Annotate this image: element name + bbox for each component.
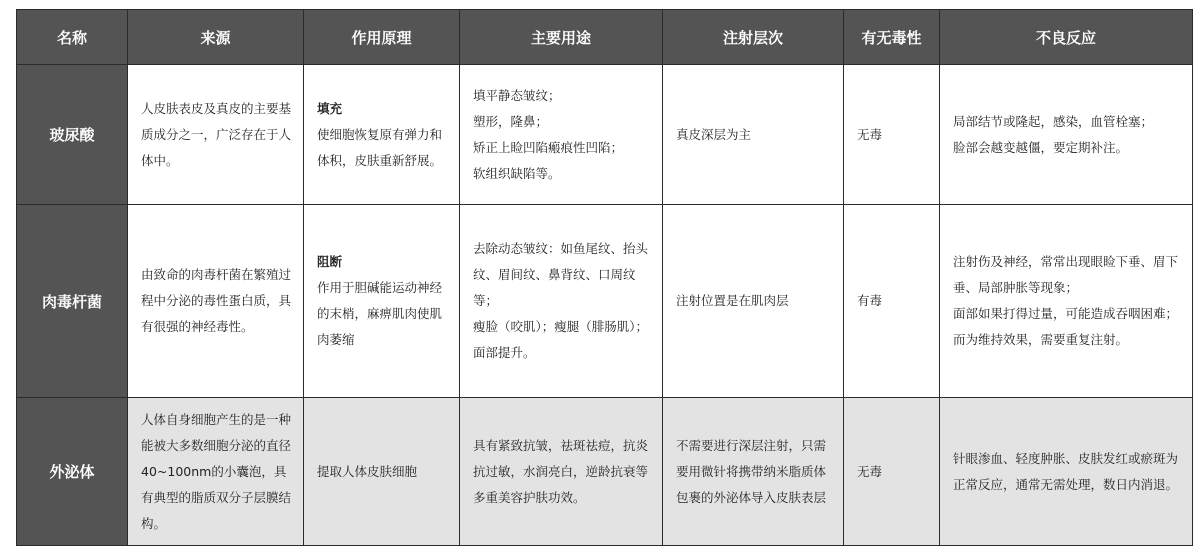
adverse-item: 脸部会越变越僵，要定期补注。 — [953, 139, 1129, 155]
use-item: 矫正上睑凹陷瘢痕性凹陷； — [473, 139, 624, 155]
uses-cell — [460, 398, 663, 546]
adverse-item: 注射伤及神经，常常出现眼睑下垂、眉下垂、局部肿胀等现象； — [953, 254, 1179, 295]
adverse-cell — [940, 398, 1193, 546]
mechanism-text: 作用于胆碱能运动神经的末梢，麻痹肌肉使肌肉萎缩 — [317, 280, 443, 347]
header-adverse: 不良反应 — [940, 10, 1193, 65]
source-cell: 人皮肤表皮及真皮的主要基质成分之一，广泛存在于人体中。 — [128, 65, 304, 205]
adverse-item: 而为维持效果，需要重复注射。 — [953, 332, 1129, 347]
table-row — [17, 398, 1193, 546]
use-item: 去除动态皱纹：如鱼尾纹、抬头纹、眉间纹、鼻背纹、口周纹等； — [473, 241, 649, 308]
header-row — [17, 10, 1193, 65]
use-item: 软组织缺陷等。 — [473, 165, 561, 181]
use-item: 具有紧致抗皱，祛斑祛痘，抗炎抗过敏，水润亮白，逆龄抗衰等多重美容护肤功效。 — [473, 437, 649, 505]
header-uses: 主要用途 — [460, 10, 663, 65]
row-name: 外泌体 — [17, 398, 128, 546]
use-item: 面部提升。 — [473, 345, 536, 360]
toxicity-cell: 无毒 — [844, 398, 940, 546]
header-source: 来源 — [128, 10, 304, 65]
adverse-item: 面部如果打得过量，可能造成吞咽困难； — [953, 306, 1179, 321]
mechanism-cell — [304, 205, 460, 398]
mechanism-cell: 提取人体皮肤细胞 — [304, 398, 460, 546]
adverse-item: 针眼渗血、轻度肿胀、皮肤发红或瘀斑为正常反应，通常无需处理，数日内消退。 — [953, 450, 1179, 492]
row-name: 玻尿酸 — [17, 65, 128, 205]
use-item: 填平静态皱纹； — [473, 87, 561, 103]
table-row — [17, 205, 1193, 398]
use-item: 塑形，隆鼻； — [473, 113, 549, 129]
adverse-cell — [940, 205, 1193, 398]
mechanism-title: 填充 — [317, 100, 343, 116]
adverse-cell — [940, 65, 1193, 205]
layer-cell: 注射位置是在肌肉层 — [663, 205, 844, 398]
comparison-table — [16, 9, 1193, 546]
header-name: 名称 — [17, 10, 128, 65]
row-name: 肉毒杆菌 — [17, 205, 128, 398]
adverse-item: 局部结节或隆起，感染，血管栓塞； — [953, 113, 1154, 129]
uses-cell — [460, 205, 663, 398]
source-cell: 由致命的肉毒杆菌在繁殖过程中分泌的毒性蛋白质，具有很强的神经毒性。 — [128, 205, 304, 398]
layer-cell: 不需要进行深层注射，只需要用微针将携带纳米脂质体包裹的外泌体导入皮肤表层 — [663, 398, 844, 546]
header-toxicity: 有无毒性 — [844, 10, 940, 65]
mechanism-cell — [304, 65, 460, 205]
toxicity-cell: 有毒 — [844, 205, 940, 398]
header-layer: 注射层次 — [663, 10, 844, 65]
layer-cell: 真皮深层为主 — [663, 65, 844, 205]
uses-cell — [460, 65, 663, 205]
mechanism-title: 阻断 — [317, 254, 343, 269]
toxicity-cell: 无毒 — [844, 65, 940, 205]
source-cell: 人体自身细胞产生的是一种能被大多数细胞分泌的直径40~100nm的小囊泡，具有典型的脂质双分子层膜结构。 — [128, 398, 304, 546]
header-mechanism: 作用原理 — [304, 10, 460, 65]
use-item: 瘦脸（咬肌）；瘦腿（腓肠肌）； — [473, 319, 649, 334]
table-row — [17, 65, 1193, 205]
mechanism-text: 使细胞恢复原有弹力和体积，皮肤重新舒展。 — [317, 126, 443, 168]
